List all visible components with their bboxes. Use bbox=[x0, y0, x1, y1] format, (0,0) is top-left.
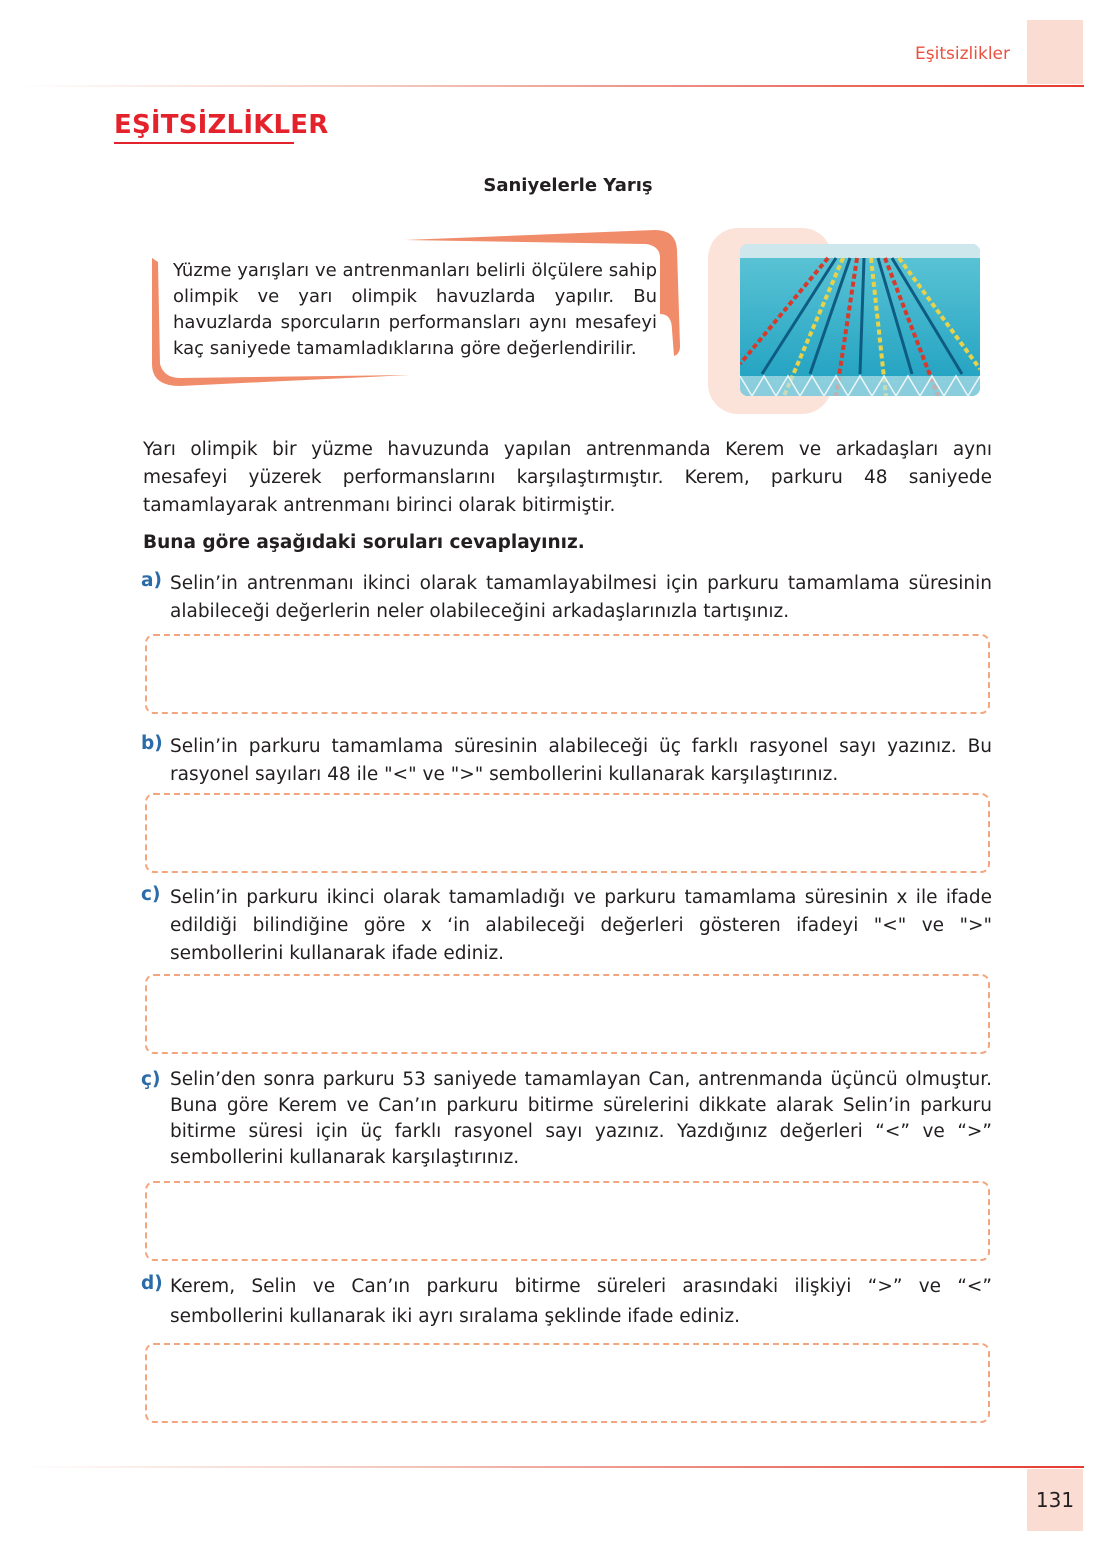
answer-box-d[interactable] bbox=[145, 1343, 990, 1423]
question-b-text: Selin’in parkuru tamamlama süresinin alabileceği üç farklı rasyonel sayı yazınız. Bu rasyonel sayıları 48 ile "<" ve ">" sembollerini kullanarak karşılaştırınız. bbox=[170, 736, 992, 785]
page-number: 131 bbox=[1035, 1488, 1075, 1512]
footer-divider bbox=[20, 1466, 1084, 1468]
activity-subtitle: Saniyelerle Yarış bbox=[483, 175, 653, 196]
answer-box-a[interactable] bbox=[145, 634, 990, 714]
question-d-text: Kerem, Selin ve Can’ın parkuru bitirme süreleri arasındaki ilişkiyi “>” ve “<” sembollerini kullanarak iki ayrı sıralama şeklinde ifade ediniz. bbox=[170, 1276, 992, 1327]
question-d-letter: d) bbox=[141, 1273, 163, 1294]
section-title: EŞİTSİZLİKLER bbox=[114, 110, 329, 140]
question-a-text: Selin’in antrenmanı ikinci olarak tamamlayabilmesi için parkuru tamamlama süresinin alabileceği değerlerin neler olabileceğini arkadaşlarınızla tartışınız. bbox=[170, 573, 992, 622]
question-c-text: Selin’in parkuru ikinci olarak tamamladığı ve parkuru tamamlama süresinin x ile ifade edildiği bilindiğine göre x ‘in alabileceği değerleri gösteren ifadeyi "<" ve ">" sembollerini kullanarak ifade ediniz. bbox=[170, 887, 992, 964]
instruction: Buna göre aşağıdaki soruları cevaplayınız. bbox=[143, 532, 585, 553]
question-b-letter: b) bbox=[141, 733, 163, 754]
header-tab bbox=[1027, 20, 1083, 84]
intro-paragraph: Yarı olimpik bir yüzme havuzunda yapılan antrenmanda Kerem ve arkadaşları aynı mesafeyi yüzerek performanslarını karşılaştırmıştır. Kerem, parkuru 48 saniyede tamamlayarak antrenmanı birinci olarak bitirmiştir. bbox=[143, 439, 992, 516]
question-cc-text: Selin’den sonra parkuru 53 saniyede tamamlayan Can, antrenmanda üçüncü olmuştur. Buna göre Kerem ve Can’ın parkuru bitirme sürelerini dikkate alarak Selin’in parkuru bitirme süresi için üç farklı rasyonel sayı yazınız. Yazdığınız değerleri “<” ve “>” sembollerini kullanarak karşılaştırınız. bbox=[170, 1069, 992, 1168]
question-cc-letter: ç) bbox=[141, 1069, 161, 1090]
section-title-underline bbox=[114, 142, 294, 144]
answer-box-cc[interactable] bbox=[145, 1181, 990, 1261]
running-head: Eşitsizlikler bbox=[915, 44, 1010, 64]
swimming-pool-photo bbox=[740, 244, 980, 396]
answer-box-c[interactable] bbox=[145, 974, 990, 1054]
question-c-letter: c) bbox=[141, 884, 161, 905]
question-a-letter: a) bbox=[141, 570, 162, 591]
intro-text: Yüzme yarışları ve antrenmanları belirli ölçülere sahip olimpik ve yarı olimpik havuzlarda yapılır. Bu havuzlarda sporcuların performansları aynı mesafeyi kaç saniyede tamamladıklarına göre değerlendirilir. bbox=[173, 260, 657, 359]
header-divider bbox=[20, 85, 1084, 87]
answer-box-b[interactable] bbox=[145, 793, 990, 873]
